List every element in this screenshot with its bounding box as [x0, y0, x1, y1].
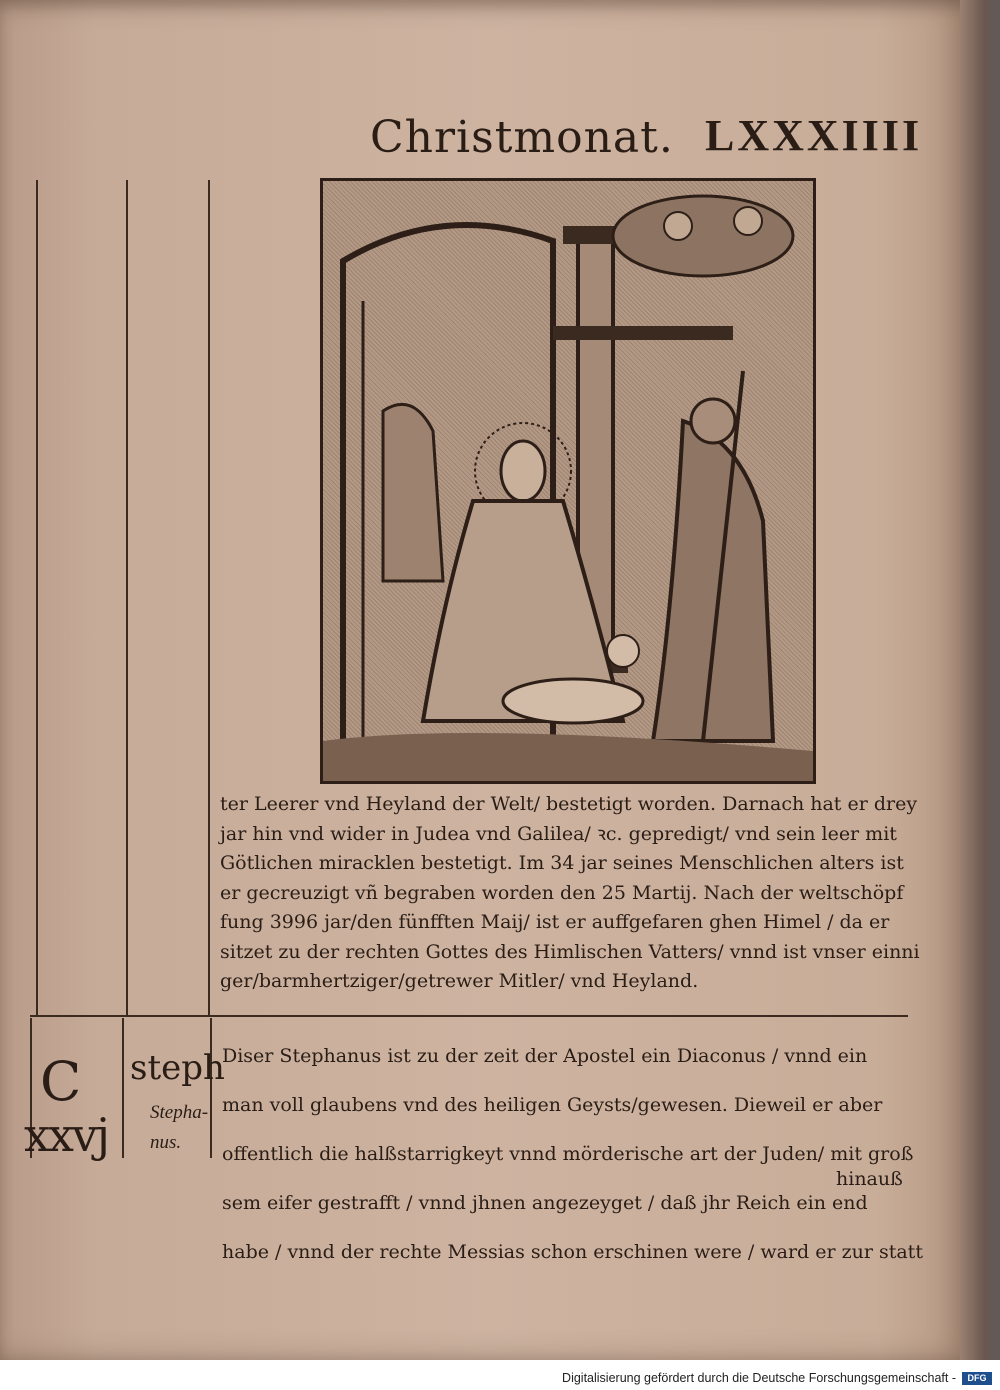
- column-rule-3: [208, 180, 210, 1015]
- text-line: Götlichen miracklen bestetigt. Im 34 jar seines Menschlichen alters ist: [220, 852, 904, 874]
- text-line: fung 3996 jar/den fünfften Maij/ ist er auffgefaren ghen Himel / da er: [220, 911, 890, 933]
- text-line: man voll glaubens vnd des heiligen Geysts/gewesen. Dieweil er aber: [222, 1094, 883, 1116]
- nativity-woodcut-icon: [320, 178, 816, 784]
- saint-abbreviation: steph: [130, 1048, 225, 1088]
- catchword: hinauß: [836, 1168, 903, 1190]
- text-line: offentlich die halßstarrigkeyt vnnd mörderische art der Juden/ mit groß: [222, 1143, 914, 1165]
- column-rule-5: [122, 1018, 124, 1158]
- column-rule-6: [210, 1018, 212, 1158]
- text-line: Diser Stephanus ist zu der zeit der Apostel ein Diaconus / vnnd ein: [222, 1045, 868, 1067]
- text-line: sitzet zu der rechten Gottes des Himlischen Vatters/ vnnd ist vnser einni: [220, 940, 920, 963]
- horizontal-rule: [30, 1015, 908, 1017]
- text-line: jar hin vnd wider in Judea vnd Galilea/ ꝛc. gepredigt/ vnd sein leer mit: [220, 822, 897, 845]
- dfg-logo-icon: DFG: [962, 1372, 992, 1385]
- column-rule-2: [126, 180, 128, 1015]
- running-head: Christmonat.: [370, 112, 674, 163]
- page-edge-shadow: [960, 0, 1000, 1360]
- text-line: habe / vnnd der rechte Messias schon erschinen were / ward er zur statt: [222, 1241, 923, 1263]
- saint-name: [150, 1098, 210, 1158]
- body-text-block-2: [222, 1022, 940, 1286]
- column-rule-1: [36, 180, 38, 1015]
- text-line: er gecreuzigt vñ begraben worden den 25 Martij. Nach der weltschöpf: [220, 881, 904, 904]
- text-line: ger/barmhertziger/getrewer Mitler/ vnd Heyland.: [220, 970, 699, 992]
- text-line: sem eifer gestrafft / vnnd jhnen angezeyget / daß jhr Reich ein end: [222, 1192, 868, 1214]
- day-number: xxvj: [24, 1108, 109, 1162]
- dominical-letter: C: [40, 1050, 82, 1113]
- body-text-block-1: [220, 790, 940, 997]
- saint-name-line: nus.: [150, 1132, 182, 1153]
- footer-credit: Digitalisierung gefördert durch die Deutsche Forschungsgemeinschaft -: [562, 1371, 956, 1385]
- saint-name-line: Stepha-: [150, 1102, 209, 1123]
- folio-number: LXXXIIII: [705, 111, 923, 160]
- text-line: ter Leerer vnd Heyland der Welt/ bestetigt worden. Darnach hat er drey: [220, 793, 918, 815]
